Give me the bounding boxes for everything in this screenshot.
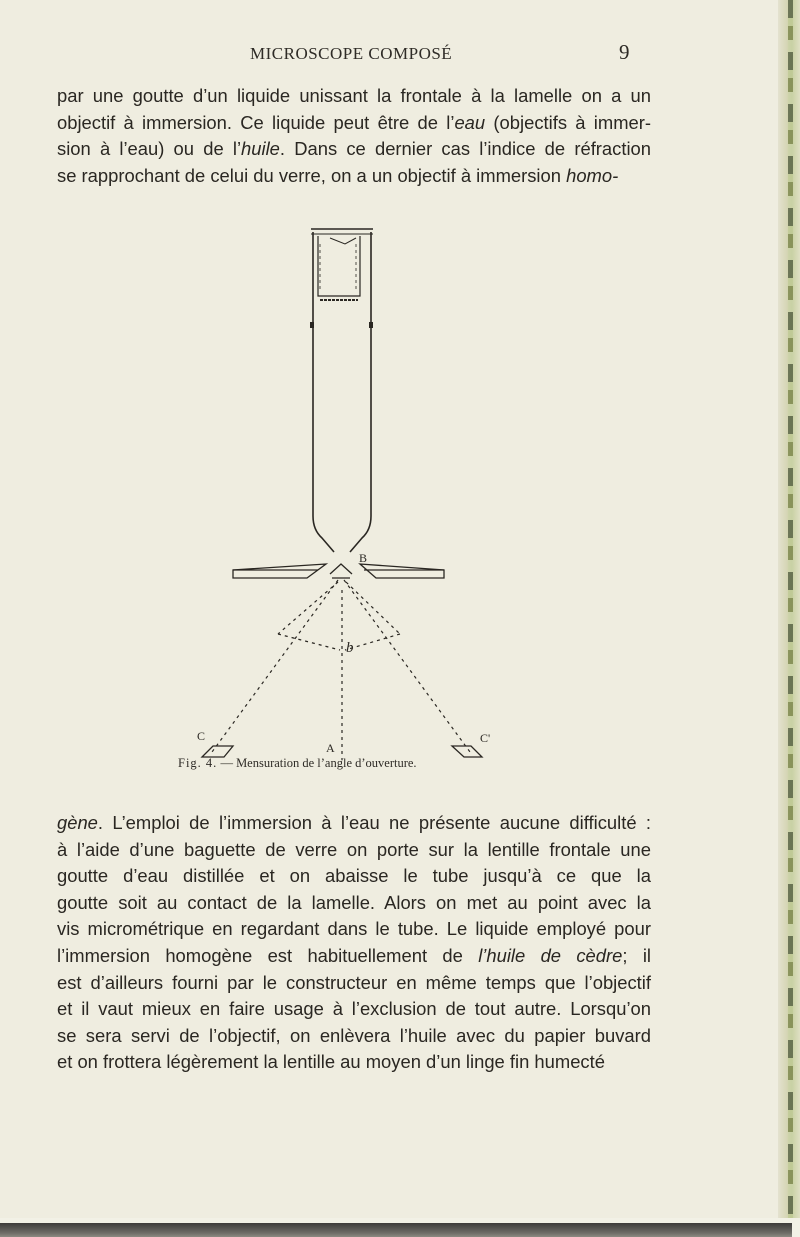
text-run: . L’emploi de l’immersion à l’eau ne présente aucune difficulté : xyxy=(97,812,651,833)
text-line xyxy=(57,83,651,110)
text-run: (objectifs à immer- xyxy=(485,111,651,133)
text-run: objectif à immersion. Ce liquide peut être de l’ xyxy=(57,111,455,133)
text-line xyxy=(57,163,651,190)
ray-right xyxy=(344,580,470,752)
text-run: ; il xyxy=(622,944,651,966)
label-B: B xyxy=(359,551,368,565)
text-line xyxy=(57,837,651,864)
text-line xyxy=(57,136,651,163)
italic-text: gène xyxy=(57,812,98,833)
text-line xyxy=(57,970,651,997)
text-run: à l’aide d’une baguette de verre on porte sur la lentille frontale une xyxy=(57,838,651,860)
text-line xyxy=(57,810,651,837)
italic-text: huile xyxy=(241,138,280,160)
text-run: et on frottera légèrement la lentille au moyen d’un linge fin humecté xyxy=(57,1051,605,1073)
text-run: l’immersion homogène est habituellement de xyxy=(57,944,479,966)
text-line xyxy=(57,890,651,917)
text-run: par une goutte d’un liquide unissant la frontale à la lamelle on a un xyxy=(57,85,651,106)
page-edge-right xyxy=(778,0,800,1237)
stage-left xyxy=(233,564,326,578)
ray-left xyxy=(212,580,338,752)
text-line xyxy=(57,1023,651,1050)
object-c-prime xyxy=(452,746,482,757)
text-line xyxy=(57,1049,651,1076)
text-run: vis micrométrique en regardant dans le tube. Le liquide employé pour xyxy=(57,918,651,940)
stage-right xyxy=(360,564,444,578)
caption-dash: — xyxy=(220,756,233,770)
caption-figure-number: Fig. 4. xyxy=(178,756,218,770)
text-run: se rapprochant de celui du verre, on a un objectif à immersion xyxy=(57,164,567,186)
inner-diaphragm xyxy=(318,236,360,296)
figure-aperture-diagram xyxy=(170,222,610,782)
page-edge-bottom xyxy=(0,1218,800,1237)
italic-text: eau xyxy=(454,111,486,133)
running-title: MICROSCOPE COMPOSÉ xyxy=(250,44,453,63)
text-run: . Dans ce dernier cas l’indice de réfraction xyxy=(279,138,651,160)
text-run: goutte d’eau distillée et on abaisse le tube jusqu’à ce que la xyxy=(57,865,651,887)
text-run: et il vaut mieux en faire usage à l’exclusion de tout autre. Lorsqu’on xyxy=(57,998,651,1020)
italic-text: homo- xyxy=(566,164,619,186)
label-C: C xyxy=(197,729,206,743)
text-run: est d’ailleurs fourni par le constructeur en même temps que l’objectif xyxy=(57,971,651,993)
text-line xyxy=(57,996,651,1023)
text-run: goutte soit au contact de la lamelle. Alors on met au point avec la xyxy=(57,891,651,913)
text-line xyxy=(57,863,651,890)
caption-text: Mensuration de l’angle d’ouverture. xyxy=(236,756,417,770)
label-C-prime: C' xyxy=(480,731,491,745)
tube-outline xyxy=(313,232,334,552)
italic-text: l’huile de cèdre xyxy=(478,944,623,966)
text-run: sion à l’eau) ou de l’ xyxy=(57,138,242,160)
text-line xyxy=(57,110,651,137)
text-line xyxy=(57,916,651,943)
paragraph-top xyxy=(57,83,651,189)
label-b: b xyxy=(346,640,354,656)
page-number: 9 xyxy=(619,40,630,64)
text-line xyxy=(57,943,651,970)
paragraph-bottom xyxy=(57,810,651,1076)
label-A: A xyxy=(326,741,335,755)
text-run: se sera servi de l’objectif, on enlèvera l’huile avec du papier buvard xyxy=(57,1024,651,1046)
figure-caption xyxy=(178,756,417,771)
